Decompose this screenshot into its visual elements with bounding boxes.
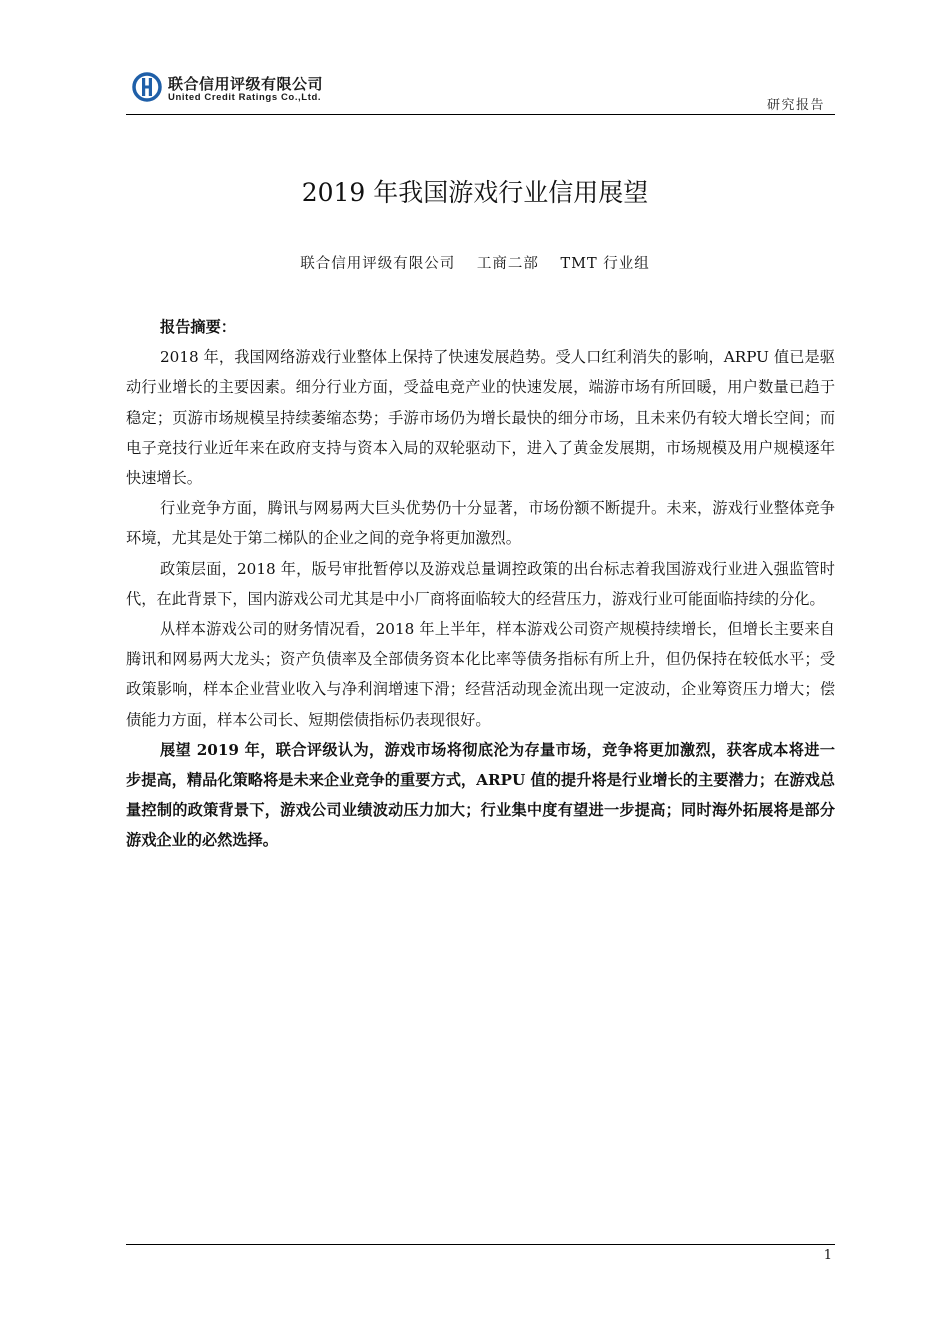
abstract-paragraph: 2018 年，我国网络游戏行业整体上保持了快速发展趋势。受人口红利消失的影响，ARPU 值已是驱动行业增长的主要因素。细分行业方面，受益电竞产业的快速发展，端游市场有所回暖，用户数量已趋于稳定；页游市场规模呈持续萎缩态势；手游市场仍为增长最快的细分市场，且未来仍有较大增长空间；而电子竞技行业近年来在政府支持与资本入局的双轮驱动下，进入了黄金发展期，市场规模及用户规模逐年快速增长。: [126, 348, 835, 488]
header-divider: [126, 114, 835, 115]
footer-divider: [126, 1244, 835, 1245]
abstract-heading: 报告摘要：: [160, 318, 236, 336]
company-name-en: United Credit Ratings Co.,Ltd.: [168, 92, 322, 103]
page-number: 1: [823, 1248, 832, 1263]
abstract-paragraph: 从样本游戏公司的财务情况看，2018 年上半年，样本游戏公司资产规模持续增长，但增长主要来自腾讯和网易两大龙头；资产负债率及全部债务资本化比率等债务指标有所上升，但仍保持在较低水平；受政策影响，样本企业营业收入与净利润增速下滑；经营活动现金流出现一定波动，企业筹资压力增大；偿债能力方面，样本公司长、短期偿债指标仍表现很好。: [126, 620, 835, 729]
document-title: 2019 年我国游戏行业信用展望: [301, 178, 649, 207]
author-org: 联合信用评级有限公司: [300, 256, 456, 272]
abstract-paragraph: 政策层面，2018 年，版号审批暂停以及游戏总量调控政策的出台标志着我国游戏行业进入强监管时代，在此背景下，国内游戏公司尤其是中小厂商将面临较大的经营压力，游戏行业可能面临持续的分化。: [126, 559, 835, 608]
outlook-paragraph: 展望 2019 年，联合评级认为，游戏市场将彻底沦为存量市场，竞争将更加激烈，获客成本将进一步提高，精品化策略将是未来企业竞争的重要方式，ARPU 值的提升将是行业增长的主要潜力；在游戏总量控制的政策背景下，游戏公司业绩波动压力加大；行业集中度有望进一步提高；同时海外拓展将是部分游戏企业的必然选择。: [126, 740, 835, 850]
author-line: [0, 252, 950, 273]
page-header: [126, 70, 835, 114]
author-group: TMT 行业组: [560, 256, 650, 272]
abstract-paragraph: 行业竞争方面，腾讯与网易两大巨头优势仍十分显著，市场份额不断提升。未来，游戏行业整体竞争环境，尤其是处于第二梯队的企业之间的竞争将更加激烈。: [126, 499, 835, 548]
company-name-cn: 联合信用评级有限公司: [168, 75, 324, 93]
author-dept: 工商二部: [476, 256, 539, 272]
abstract-section: [126, 312, 835, 856]
company-logo: [126, 70, 366, 106]
report-type-label: 研究报告: [766, 98, 825, 113]
company-logo-icon: [132, 72, 162, 102]
